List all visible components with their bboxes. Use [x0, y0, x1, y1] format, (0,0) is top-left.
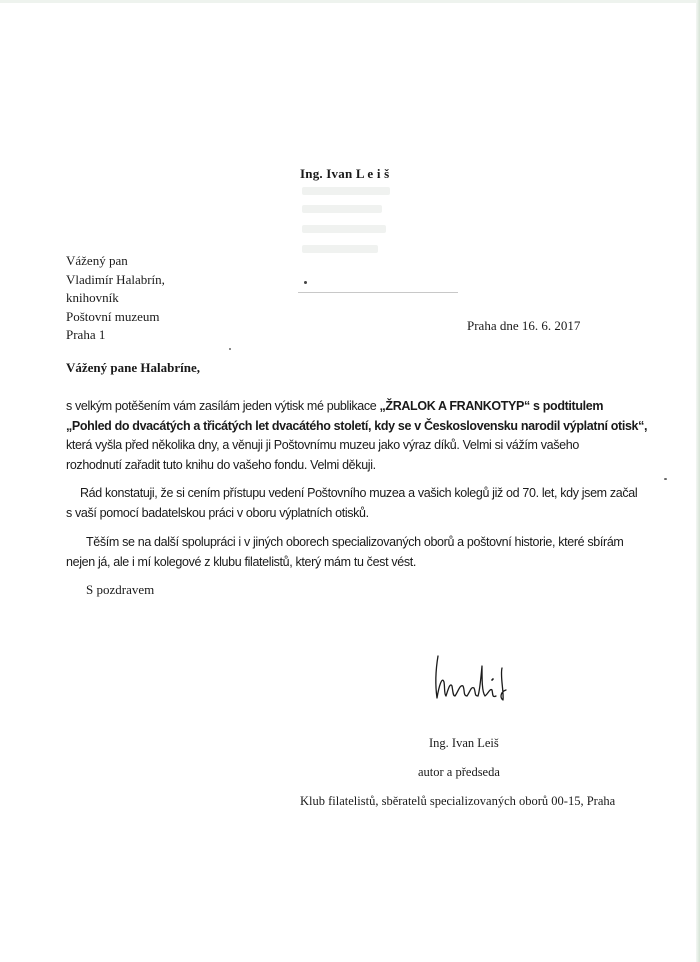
recipient-line: Vladimír Halabrín,: [66, 271, 165, 287]
scan-speck: [229, 348, 231, 350]
recipient-line: Poštovní muzeum: [66, 308, 160, 324]
scan-edge-right: [696, 0, 700, 962]
address-rule: [298, 292, 458, 293]
signatory-name: Ing. Ivan Leiš: [429, 736, 499, 750]
sender-name: Ing. Ivan L e i š: [300, 166, 390, 181]
ink-dot: [304, 281, 307, 284]
signatory-role: autor a předseda: [418, 765, 500, 779]
publication-subtitle: „Pohled do dvacátých a třicátých let dvacátého století, kdy se v Československu narodil výplatní otisk“,: [66, 418, 648, 433]
paragraph-line: Těším se na další spolupráci i v jiných oborech specializovaných oborů a poštovní historie, které sbírám: [86, 535, 624, 549]
redacted-sender-address: [266, 181, 394, 293]
recipient-line: knihovník: [66, 290, 119, 305]
paragraph-line: rozhodnutí zařadit tuto knihu do vašeho fondu. Velmi děkuji.: [66, 457, 376, 472]
body-paragraph-2: [66, 484, 637, 523]
signatory-organization: Klub filatelistů, sběratelů specializovaných oborů 00-15, Praha: [300, 794, 616, 808]
paragraph-line: nejen já, ale i mí kolegové z klubu filatelistů, který mám tu čest vést.: [66, 554, 416, 569]
place-date: Praha dne 16. 6. 2017: [467, 318, 581, 333]
handwritten-signature: [430, 646, 520, 704]
body-paragraph-1: [66, 397, 647, 475]
paragraph-line: s vaší pomocí badatelskou práci v oboru výplatních otisků.: [66, 505, 369, 520]
scan-edge-top: [0, 0, 700, 3]
salutation: Vážený pane Halabríne,: [66, 360, 200, 375]
recipient-line: Vážený pan: [66, 253, 128, 268]
recipient-line: Praha 1: [66, 327, 106, 342]
scan-speck: [664, 478, 667, 480]
paragraph-line: Rád konstatuji, že si cením přístupu vedení Poštovního muzea a vašich kolegů již od 70. let, kdy jsem začal: [80, 486, 638, 500]
text-run: s velkým potěšením vám zasílám jeden výtisk mé publikace: [66, 399, 380, 413]
closing: S pozdravem: [86, 582, 155, 597]
paragraph-line: která vyšla před několika dny, a věnuji ji Poštovnímu muzeu jako výraz díků. Velmi si vážím vašeho: [66, 438, 579, 452]
recipient-address: [66, 252, 165, 345]
body-paragraph-3: [66, 533, 624, 572]
publication-title: „ŽRALOK A FRANKOTYP“ s podtitulem: [379, 399, 604, 413]
paragraph-line: [66, 397, 647, 417]
